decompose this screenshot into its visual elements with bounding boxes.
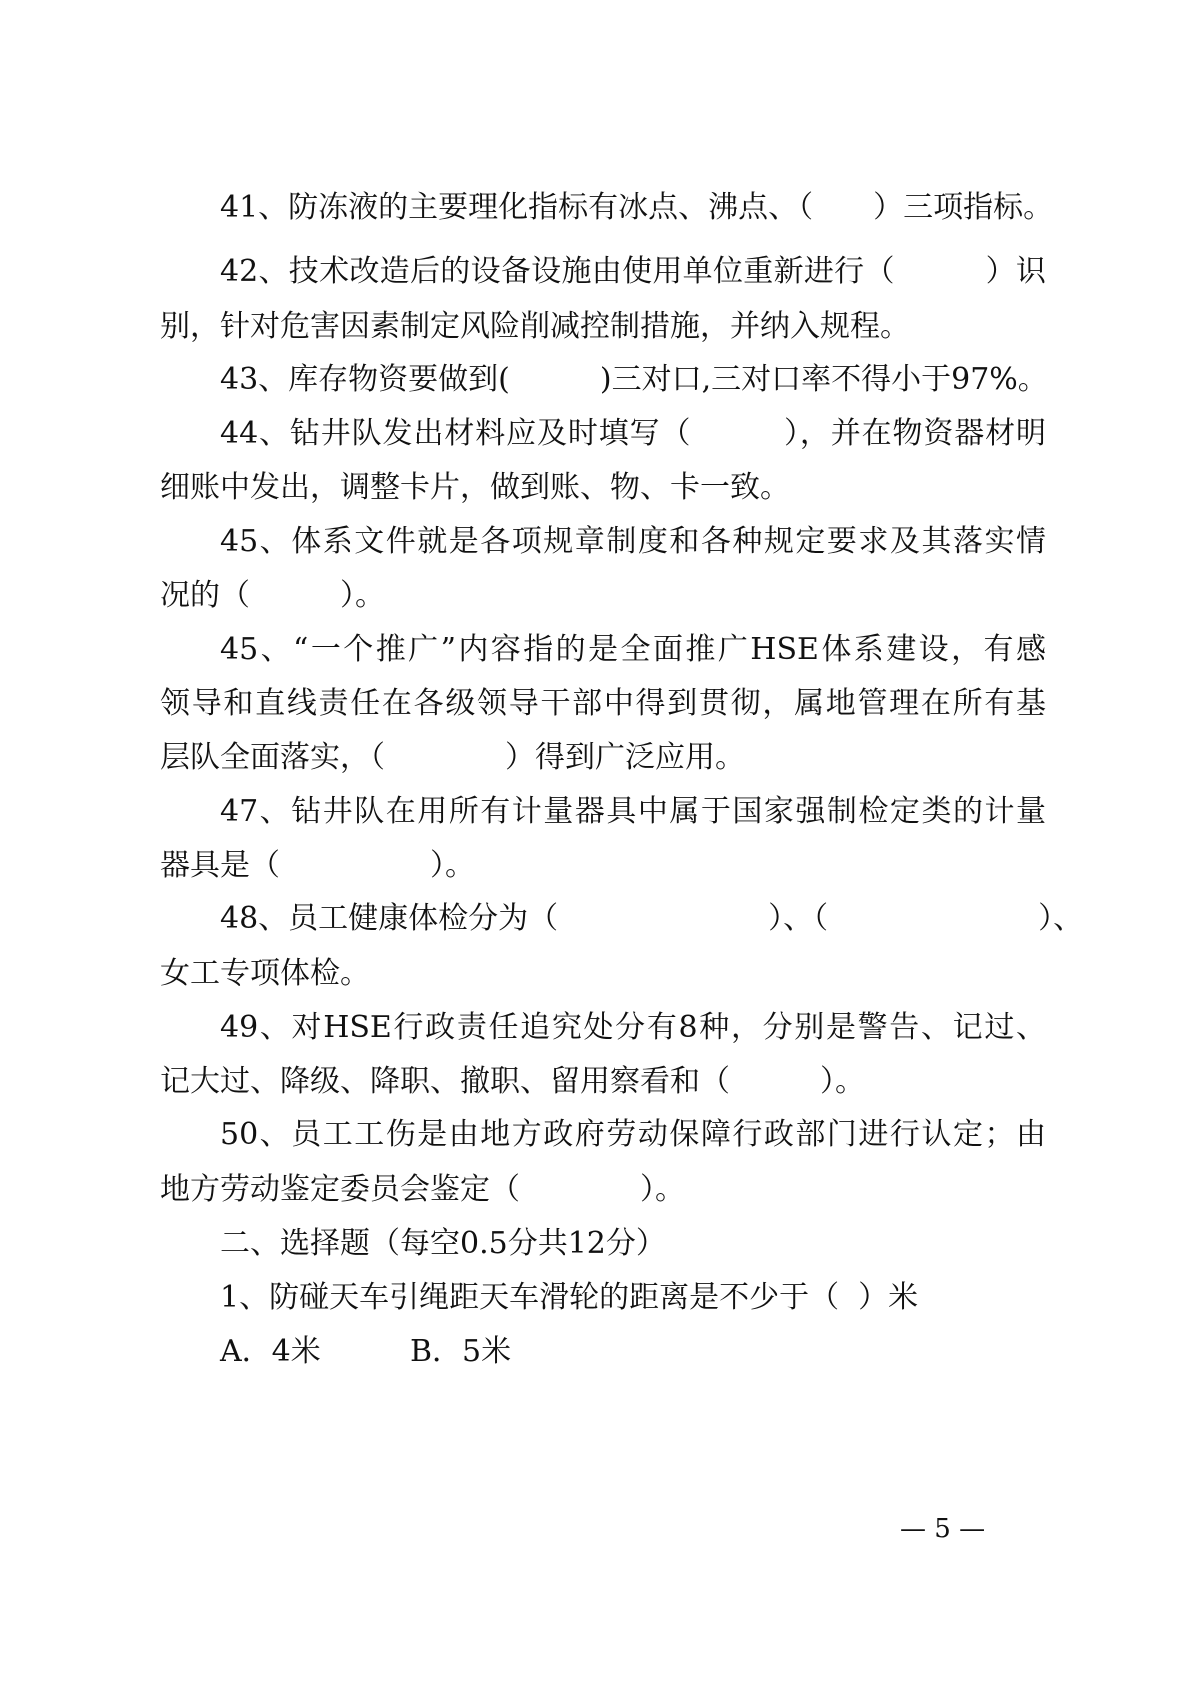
question-46-line-1: 45、“一个推广”内容指的是全面推广HSE体系建设，有感 xyxy=(220,632,1046,667)
question-42-line-2: 别，针对危害因素制定风险削减控制措施，并纳入规程。 xyxy=(160,309,910,344)
question-45-line-2: 况的（ ）。 xyxy=(160,578,385,613)
question-48-line-1: 48、员工健康体检分为（ ）、（ ）、 xyxy=(220,901,1084,936)
question-44-line-1: 44、钻井队发出材料应及时填写（ ），并在物资器材明 xyxy=(220,416,1046,451)
question-44-line-2: 细账中发出，调整卡片，做到账、物、卡一致。 xyxy=(160,470,790,505)
question-49-line-1: 49、对HSE行政责任追究处分有8种，分别是警告、记过、 xyxy=(220,1010,1046,1045)
question-43-line-1: 43、库存物资要做到( )三对口,三对口率不得小于97%。 xyxy=(220,362,1048,397)
question-49-line-2: 记大过、降级、降职、撤职、留用察看和（ ）。 xyxy=(160,1064,865,1099)
section-2-heading: 二、选择题（每空0.5分共12分） xyxy=(220,1226,666,1261)
page-number: — 5 — xyxy=(900,1514,986,1544)
question-47-line-2: 器具是（ ）。 xyxy=(160,848,475,883)
question-42-line-1: 42、技术改造后的设备设施由使用单位重新进行（ ）识 xyxy=(220,254,1046,289)
option-b: B．5米 xyxy=(410,1334,512,1369)
choice-question-1: 1、防碰天车引绳距天车滑轮的距离是不少于（ ）米 xyxy=(220,1280,919,1315)
option-a: A．4米 xyxy=(220,1334,321,1369)
question-47-line-1: 47、钻井队在用所有计量器具中属于国家强制检定类的计量 xyxy=(220,794,1046,829)
question-50-line-2: 地方劳动鉴定委员会鉴定（ ）。 xyxy=(160,1172,685,1207)
question-48-line-2: 女工专项体检。 xyxy=(160,956,370,991)
question-46-line-2: 领导和直线责任在各级领导干部中得到贯彻，属地管理在所有基 xyxy=(160,686,1046,721)
question-46-line-3: 层队全面落实，（ ）得到广泛应用。 xyxy=(160,740,745,775)
question-45-line-1: 45、体系文件就是各项规章制度和各种规定要求及其落实情 xyxy=(220,524,1046,559)
question-41-line-1: 41、防冻液的主要理化指标有冰点、沸点、（ ）三项指标。 xyxy=(220,190,1054,225)
question-50-line-1: 50、员工工伤是由地方政府劳动保障行政部门进行认定；由 xyxy=(220,1117,1046,1152)
